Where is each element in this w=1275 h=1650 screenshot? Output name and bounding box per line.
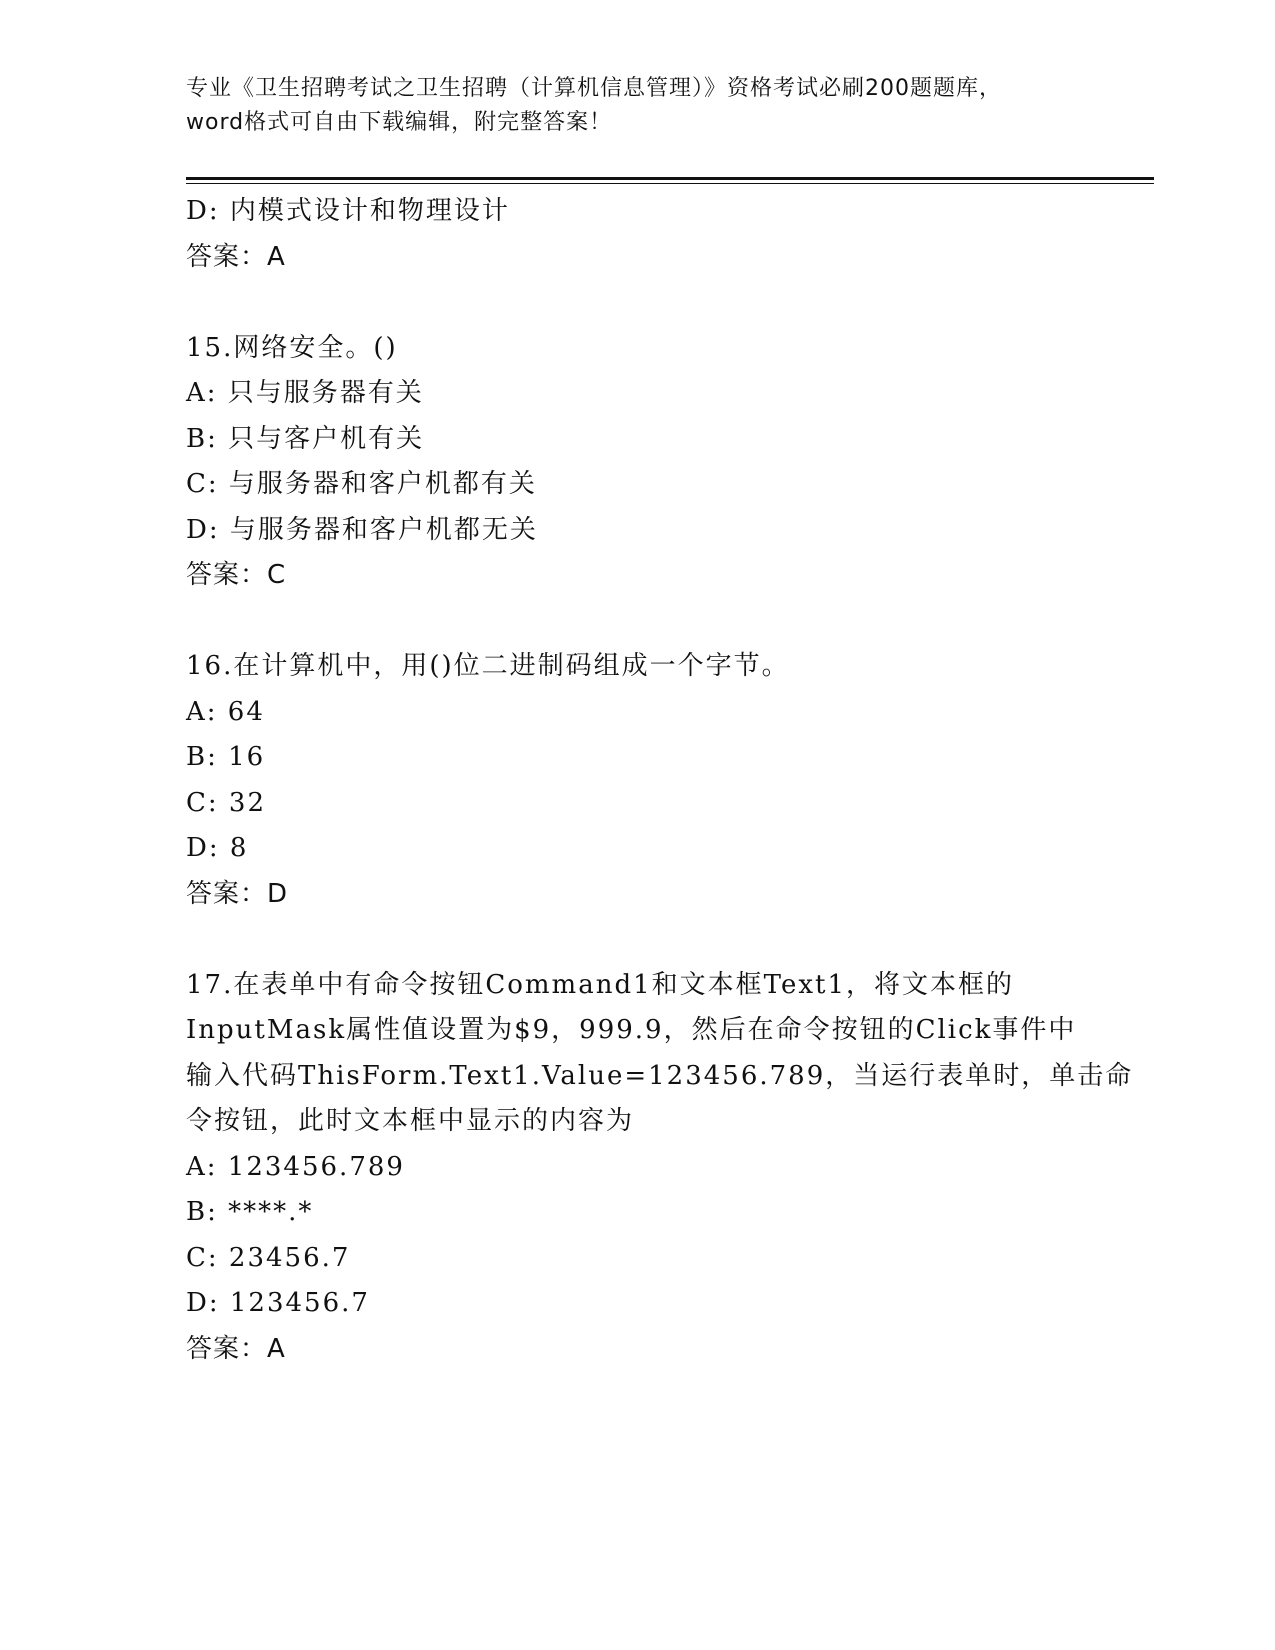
question-spacer [186, 599, 1146, 645]
option-a: A: 123456.789 [186, 1151, 405, 1182]
header-divider-thin [186, 183, 1154, 184]
answer-line: 答案：A [186, 241, 286, 272]
option-c: C: 与服务器和客户机都有关 [186, 469, 537, 499]
question-stem-line-2: InputMask属性值设置为$9，999.9，然后在命令按钮的Click事件中 [186, 1015, 1077, 1045]
option-c: C: 32 [186, 787, 267, 818]
question-16 [186, 644, 1146, 917]
option-d: D: 与服务器和客户机都无关 [186, 514, 538, 545]
answer-line: 答案：A [186, 1333, 286, 1364]
question-14-tail [186, 189, 1146, 280]
document-header [186, 72, 1086, 140]
option-b: B: ****.* [186, 1197, 314, 1227]
header-title-line-1: 专业《卫生招聘考试之卫生招聘（计算机信息管理）》资格考试必刷200题题库， [186, 76, 1002, 101]
question-stem-line-1: 17.在表单中有命令按钮Command1和文本框Text1，将文本框的 [186, 969, 1014, 1000]
option-d: D: 123456.7 [186, 1288, 370, 1318]
question-stem-line-3: 输入代码ThisForm.Text1.Value=123456.789，当运行表单时，单击命 [186, 1060, 1134, 1091]
option-b: B: 只与客户机有关 [186, 423, 425, 454]
option-c: C: 23456.7 [186, 1242, 351, 1273]
option-d: D: 8 [186, 833, 249, 863]
question-spacer [186, 917, 1146, 963]
question-spacer [186, 280, 1146, 326]
answer-line: 答案：C [186, 560, 287, 590]
option-a: A: 只与服务器有关 [186, 378, 424, 408]
option-d: D: 内模式设计和物理设计 [186, 196, 510, 226]
option-a: A: 64 [186, 696, 265, 727]
question-17 [186, 963, 1146, 1373]
header-title-line-2: word格式可自由下载编辑，附完整答案！ [186, 110, 613, 135]
question-list [186, 189, 1146, 1372]
answer-line: 答案：D [186, 878, 289, 909]
question-15 [186, 326, 1146, 599]
header-divider-thick [186, 177, 1154, 180]
question-stem: 16.在计算机中，用()位二进制码组成一个字节。 [186, 651, 790, 681]
option-b: B: 16 [186, 742, 266, 772]
question-stem: 15.网络安全。() [186, 332, 398, 363]
question-stem-line-4: 令按钮，此时文本框中显示的内容为 [186, 1106, 635, 1136]
